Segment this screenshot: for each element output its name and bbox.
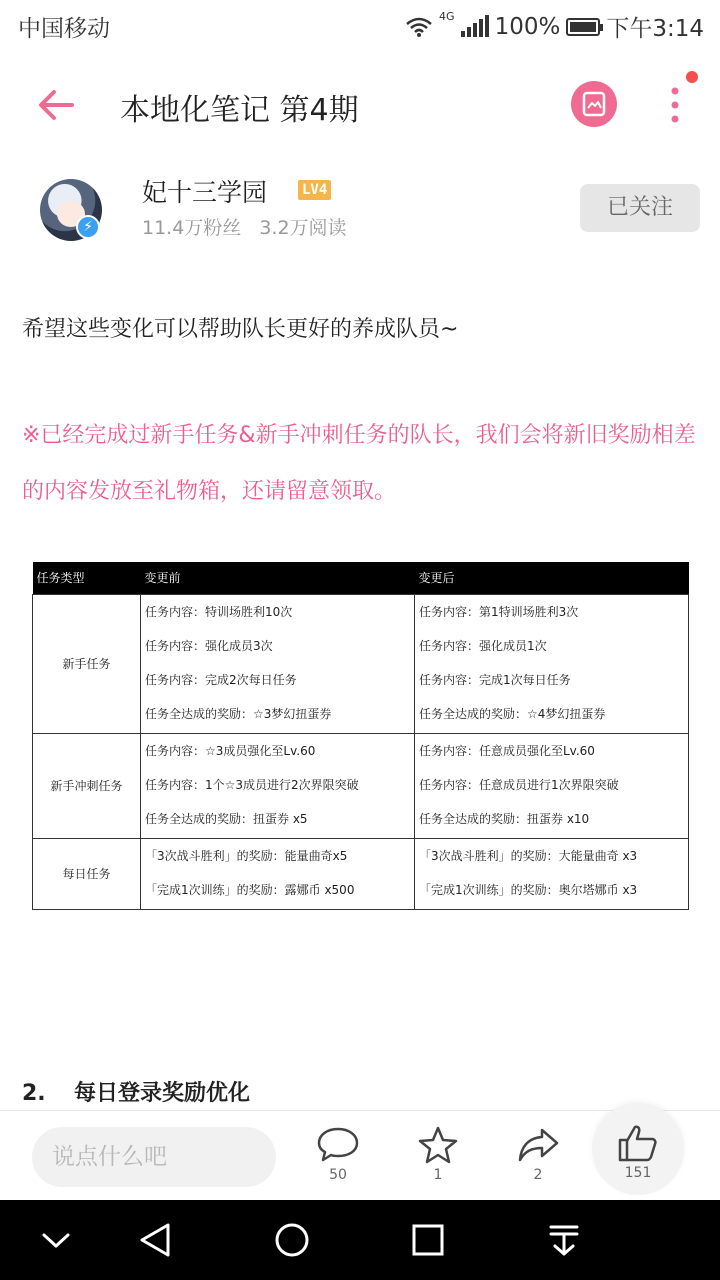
- comment-count: 50: [329, 1167, 347, 1183]
- after-cell: [415, 733, 689, 838]
- cell-line: 任务内容：特训场胜利10次: [145, 604, 293, 619]
- follow-button[interactable]: 已关注: [580, 184, 700, 232]
- task-type-cell: 新手冲刺任务: [33, 733, 141, 838]
- section-heading: [22, 1076, 250, 1107]
- cell-line: 任务全达成的奖励：扭蛋券 x10: [419, 811, 590, 826]
- cell-line: 「完成1次训练」的奖励：奥尔塔娜币 x3: [419, 882, 638, 897]
- header: [0, 55, 720, 155]
- table-row: [33, 733, 689, 838]
- network-type-label: 4G: [439, 10, 455, 23]
- author-row: [0, 165, 720, 255]
- carrier-label: 中国移动: [18, 16, 110, 42]
- after-cell: [415, 594, 689, 733]
- cell-line: 任务内容：任意成员进行1次界限突破: [419, 777, 619, 792]
- system-nav-bar: [0, 1200, 720, 1280]
- article-paragraph: 希望这些变化可以帮助队长更好的养成队员~: [22, 317, 459, 342]
- comment-button[interactable]: [308, 1125, 368, 1195]
- author-stats: [142, 213, 347, 240]
- triangle-back-icon: [134, 1218, 178, 1262]
- nav-notification-button[interactable]: [542, 1218, 586, 1262]
- notification-dot: [686, 71, 698, 83]
- wifi-icon: [405, 16, 433, 38]
- more-button[interactable]: [660, 83, 690, 127]
- share-icon: [516, 1125, 560, 1165]
- battery-percent: 100%: [494, 13, 561, 40]
- like-button[interactable]: [592, 1103, 684, 1195]
- thumbs-up-icon: [616, 1123, 660, 1163]
- chevron-down-icon: [34, 1218, 78, 1262]
- cell-line: 任务全达成的奖励：扭蛋券 x5: [145, 811, 308, 826]
- cell-line: 任务内容：完成2次每日任务: [145, 672, 297, 687]
- cell-line: 任务内容：☆3成员强化至Lv.60: [145, 743, 316, 758]
- favorite-button[interactable]: [408, 1125, 468, 1195]
- hide-nav-button[interactable]: [34, 1218, 78, 1262]
- nav-back-button[interactable]: [134, 1218, 178, 1262]
- section-number: 2.: [22, 1081, 46, 1106]
- table-header-cell: 变更后: [415, 562, 689, 594]
- cell-line: 「完成1次训练」的奖励：露娜币 x500: [145, 882, 355, 897]
- album-icon: [571, 81, 617, 127]
- like-action: [608, 1123, 668, 1193]
- favorite-count: 1: [433, 1167, 443, 1183]
- after-cell: [415, 838, 689, 909]
- album-button[interactable]: [571, 81, 617, 127]
- nav-home-button[interactable]: [270, 1218, 314, 1262]
- followers-count: 11.4万粉丝: [142, 217, 242, 239]
- battery-icon: [566, 18, 600, 36]
- author-name[interactable]: 妃十三学园: [142, 178, 268, 207]
- task-type-cell: 每日任务: [33, 838, 141, 909]
- task-change-table: [32, 562, 689, 910]
- section-title: 每日登录奖励优化: [74, 1081, 251, 1106]
- square-recents-icon: [406, 1218, 450, 1262]
- table-row: [33, 594, 689, 733]
- clock: 下午3:14: [606, 16, 704, 42]
- cell-line: 任务全达成的奖励：☆4梦幻扭蛋券: [419, 706, 606, 721]
- table-header-cell: 任务类型: [33, 562, 141, 594]
- article-notice: ※已经完成过新手任务&新手冲刺任务的队长，我们会将新旧奖励相差的内容发放至礼物箱，还请留意领取。: [22, 423, 696, 504]
- level-badge: LV4: [298, 180, 331, 200]
- nav-recents-button[interactable]: [406, 1218, 450, 1262]
- task-type-cell: 新手任务: [33, 594, 141, 733]
- status-bar: [0, 0, 720, 50]
- page-title: 本地化笔记 第4期: [120, 93, 359, 128]
- comment-input[interactable]: 说点什么吧: [32, 1127, 276, 1187]
- cell-line: 任务内容：强化成员1次: [419, 638, 547, 653]
- cell-line: 任务内容：强化成员3次: [145, 638, 273, 653]
- star-icon: [416, 1125, 460, 1165]
- table-header-row: [33, 562, 689, 594]
- bottom-action-bar: [0, 1110, 720, 1200]
- like-count: 151: [624, 1165, 652, 1181]
- table-header-cell: 变更前: [141, 562, 415, 594]
- table-row: [33, 838, 689, 909]
- more-vertical-icon: [660, 83, 690, 127]
- share-button[interactable]: [508, 1125, 568, 1195]
- verified-icon: ⚡: [76, 215, 100, 239]
- cell-line: 「3次战斗胜利」的奖励：能量曲奇x5: [145, 848, 348, 863]
- signal-icon: [461, 17, 489, 37]
- reads-count: 3.2万阅读: [259, 217, 347, 239]
- status-icons: [405, 10, 704, 43]
- before-cell: [141, 838, 415, 909]
- cell-line: 任务内容：1个☆3成员进行2次界限突破: [145, 777, 359, 792]
- before-cell: [141, 733, 415, 838]
- cell-line: 「3次战斗胜利」的奖励：大能量曲奇 x3: [419, 848, 638, 863]
- cell-line: 任务全达成的奖励：☆3梦幻扭蛋券: [145, 706, 332, 721]
- pull-down-icon: [542, 1218, 586, 1262]
- before-cell: [141, 594, 415, 733]
- cell-line: 任务内容：第1特训场胜利3次: [419, 604, 579, 619]
- share-count: 2: [533, 1167, 543, 1183]
- circle-home-icon: [270, 1218, 314, 1262]
- back-arrow-icon: [34, 83, 78, 127]
- task-change-table-image[interactable]: [32, 562, 688, 910]
- comment-icon: [316, 1125, 360, 1165]
- cell-line: 任务内容：任意成员强化至Lv.60: [419, 743, 595, 758]
- back-button[interactable]: [34, 83, 78, 127]
- cell-line: 任务内容：完成1次每日任务: [419, 672, 571, 687]
